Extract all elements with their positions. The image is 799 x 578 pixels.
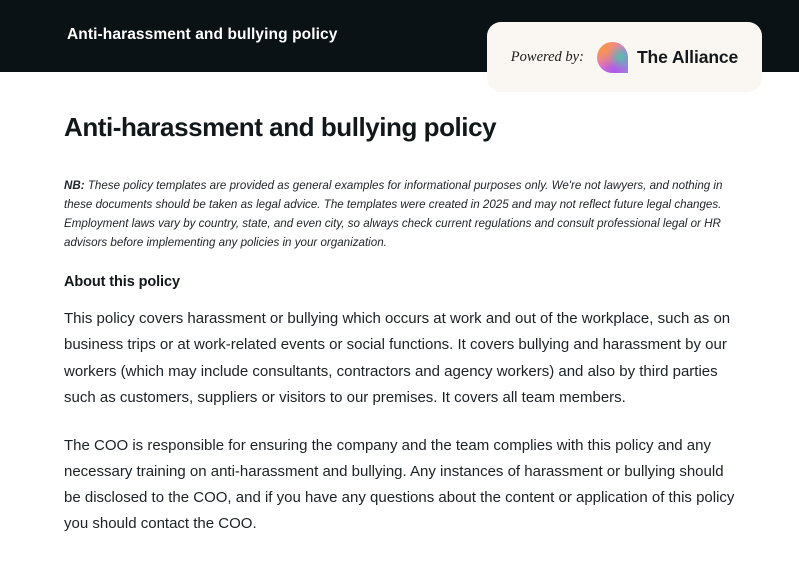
disclaimer-text: These policy templates are provided as general examples for informational purposes only. We're not lawyers, and nothing in these documents should be taken as legal advice. The templates were created in 2025 and may not reflect future legal changes. Employment laws vary by country, state, and even city, so always check current regulations and consult professional legal or HR advisors before implementing any policies in your organization. (64, 179, 723, 249)
section-heading-about-this-policy: About this policy (64, 274, 180, 291)
powered-by-label: Powered by: (510, 48, 584, 65)
powered-by-badge[interactable] (487, 22, 762, 92)
disclaimer-note (64, 177, 735, 252)
alliance-gradient-mark-icon (597, 42, 628, 73)
disclaimer-nb-label: NB: (64, 179, 85, 193)
brand-name-label: The Alliance (636, 46, 739, 67)
policy-paragraph-2: The COO is responsible for ensuring the company and the team complies with this policy and any necessary training on anti-harassment and bullying. Any instances of harassment or bullying should be disclosed to the COO, and if you have any questions about the content or application of this policy you should contact the COO. (64, 436, 735, 532)
document-body (0, 72, 799, 537)
policy-paragraph-1: This policy covers harassment or bullying which occurs at work and out of the workplace, such as on business trips or at work-related events or social functions. It covers bullying and harassment by our workers (which may include consultants, contractors and agency workers) and also by third parties such as customers, suppliers or visitors to our premises. It covers all team members. (64, 310, 731, 406)
topbar-page-title: Anti-harassment and bullying policy (67, 26, 338, 43)
document-title: Anti-harassment and bullying policy (64, 112, 497, 142)
brand-lockup (597, 42, 738, 73)
